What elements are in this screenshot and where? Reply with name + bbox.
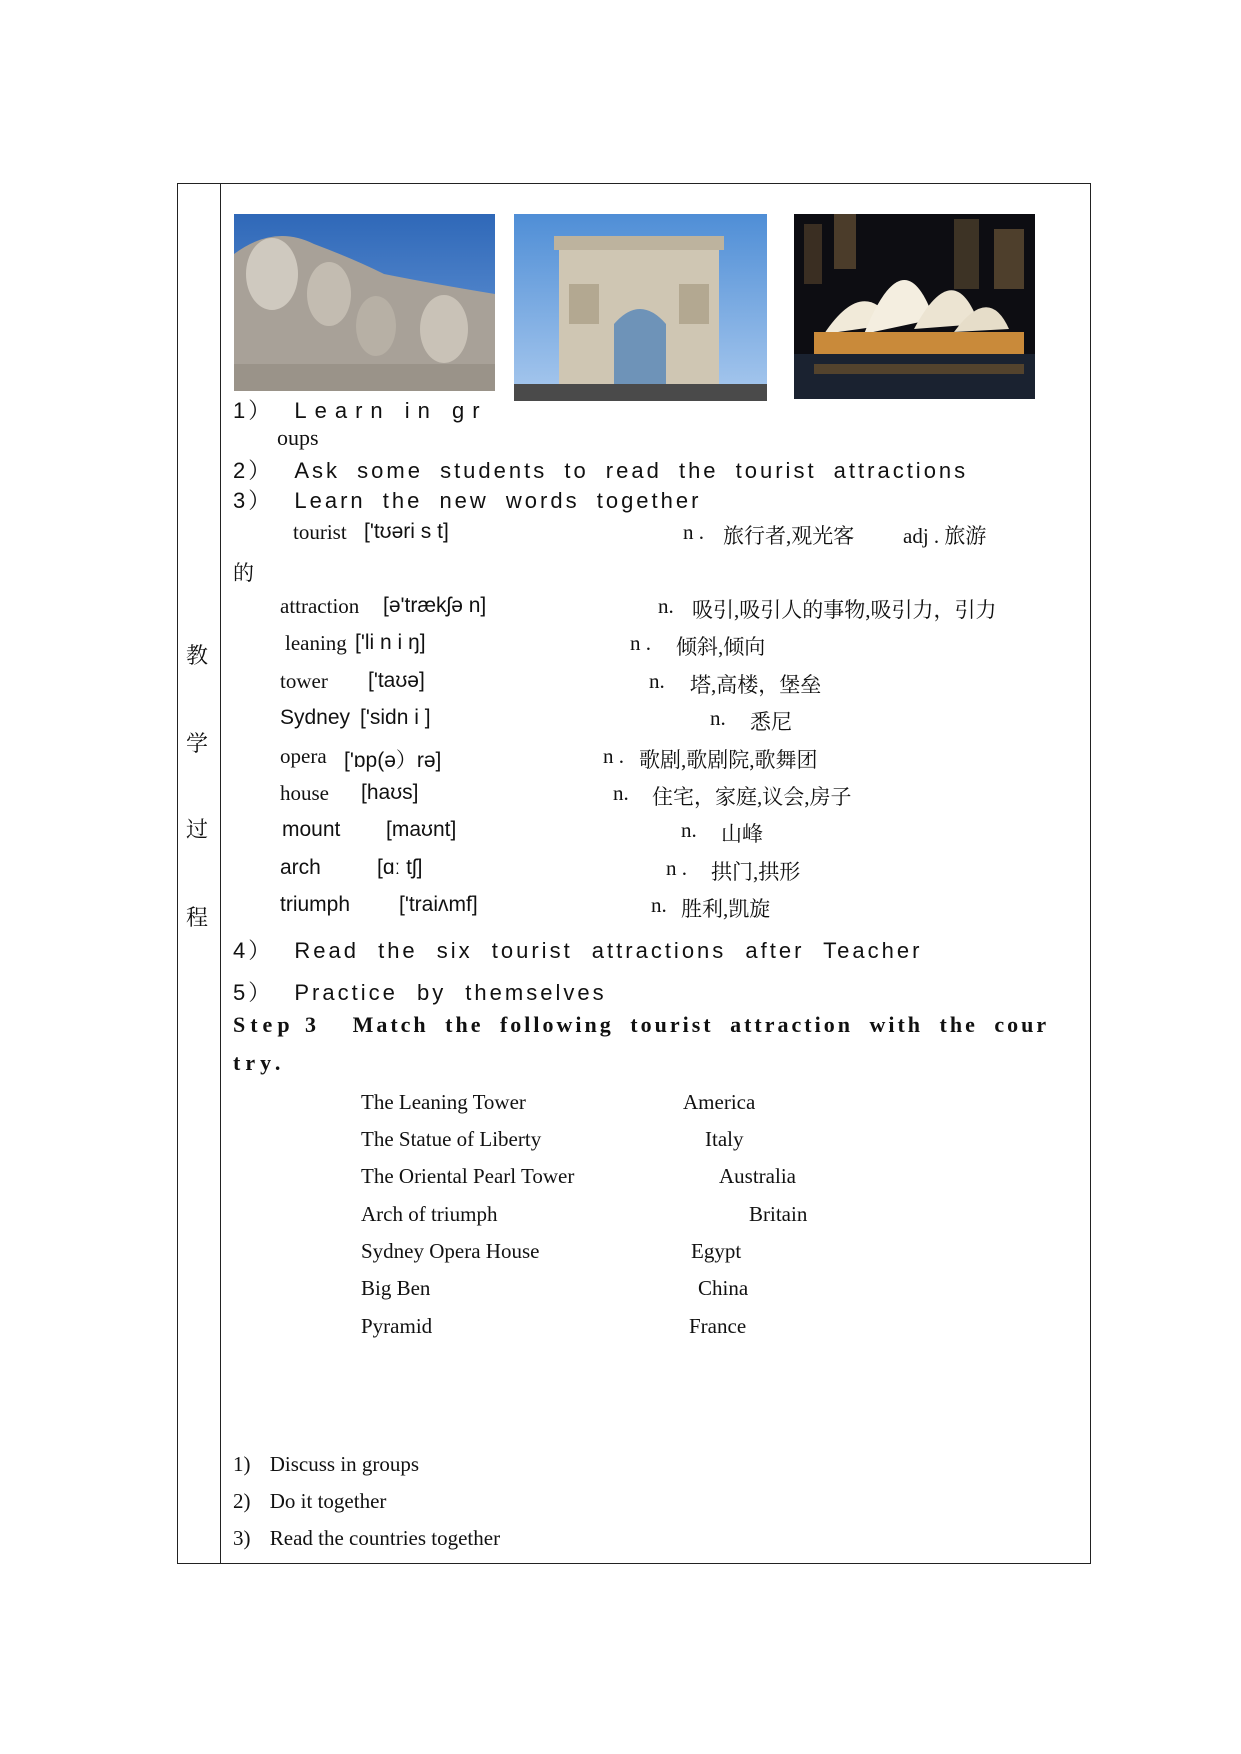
vocab-row	[221, 744, 1090, 784]
vocab-pos: n .	[603, 744, 624, 768]
arc-de-triomphe-photo	[514, 214, 767, 401]
step-text: Ask some students to read the tourist attractions	[294, 458, 969, 483]
vocab-phonetic: [haʊs]	[361, 781, 419, 804]
match-attraction: The Statue of Liberty	[361, 1127, 542, 1151]
vocab-word: triumph	[280, 893, 351, 916]
vocab-pos: n.	[710, 706, 726, 730]
vocab-meaning: 歌剧,歌剧院,歌舞团	[639, 748, 818, 772]
vocab-row	[221, 856, 1090, 896]
step-text: Discuss in groups	[269, 1452, 420, 1476]
match-attraction: Pyramid	[361, 1314, 433, 1338]
match-row	[221, 1164, 1090, 1204]
side-char-3: 过	[186, 817, 209, 842]
step3-title: Match the following tourist attraction with the cour	[352, 1012, 1050, 1037]
match-country: America	[683, 1090, 756, 1114]
vocab-pos: n.	[658, 594, 674, 618]
vocab-row	[221, 669, 1090, 709]
match-row	[221, 1090, 1090, 1130]
vocab-meaning: 塔,高楼，堡垒	[690, 673, 822, 697]
vocab-row	[221, 594, 1090, 634]
match-country: China	[698, 1276, 749, 1300]
vocab-word: leaning	[285, 631, 347, 655]
vocab-word: opera	[280, 744, 327, 768]
match-country: France	[689, 1314, 747, 1338]
mount-rushmore-photo	[234, 214, 495, 391]
vocab-phonetic: [ɑː tʃ]	[377, 856, 423, 879]
step-2-line	[233, 454, 968, 485]
step-text: Read the six tourist attractions after Teacher	[294, 938, 923, 963]
vocab-meaning: 吸引,吸引人的事物,吸引力，引力	[692, 598, 997, 622]
vocab-row	[221, 818, 1090, 858]
step3-label: Step 3	[233, 1012, 322, 1037]
vocab-word: tower	[280, 669, 328, 693]
step-text: Learn the new words together	[294, 488, 702, 513]
step3-title-continuation: try.	[233, 1050, 286, 1075]
vocab-extra: adj . 旅游	[903, 524, 987, 548]
step-text: Do it together	[269, 1489, 387, 1513]
step-number: 3）	[233, 488, 274, 513]
vocab-row	[221, 520, 1090, 560]
vocab-pos: n.	[649, 669, 665, 693]
match-row	[221, 1314, 1090, 1354]
vocab-meaning: 山峰	[721, 822, 763, 846]
vocab-pos: n.	[651, 893, 667, 917]
sydney-opera-house-photo	[794, 214, 1035, 399]
step-1-line	[233, 394, 488, 425]
match-attraction: Sydney Opera House	[361, 1239, 540, 1263]
side-char-4: 程	[186, 905, 209, 930]
vocab-word: attraction	[280, 594, 360, 618]
final-step-2	[233, 1489, 386, 1514]
matching-list	[221, 1090, 1090, 1360]
vocabulary-list	[221, 520, 1090, 940]
vocab-word: house	[280, 781, 329, 805]
vocab-row	[221, 781, 1090, 821]
lesson-content	[221, 184, 1090, 1563]
vocab-meaning: 胜利,凯旋	[681, 897, 771, 921]
step-number: 4）	[233, 938, 274, 963]
step-number: 2）	[233, 458, 274, 483]
vocab-wrap: 的	[233, 561, 254, 585]
step-5-line	[233, 976, 607, 1007]
vocab-pos: n .	[630, 631, 651, 655]
match-country: Australia	[719, 1164, 796, 1188]
match-attraction: The Oriental Pearl Tower	[361, 1164, 575, 1188]
vocab-word: mount	[282, 818, 341, 841]
vocab-row	[221, 706, 1090, 746]
vocab-meaning: 悉尼	[750, 710, 792, 734]
side-char-1: 教	[186, 643, 209, 668]
step-number: 2)	[233, 1489, 251, 1513]
vocab-row	[221, 893, 1090, 933]
vocab-phonetic: ['tʊəri s t]	[364, 520, 449, 543]
match-country: Britain	[749, 1202, 808, 1226]
match-row	[221, 1127, 1090, 1167]
step-3-line	[233, 484, 701, 515]
vocab-phonetic: ['traiʌmf]	[399, 893, 478, 916]
step-number: 1)	[233, 1452, 251, 1476]
step-4-line	[233, 934, 922, 965]
step-number: 3)	[233, 1526, 251, 1550]
match-row	[221, 1276, 1090, 1316]
vocab-pos: n.	[613, 781, 629, 805]
step-number: 5）	[233, 980, 274, 1005]
vocab-meaning: 拱门,拱形	[711, 860, 801, 884]
vocab-word: Sydney	[280, 706, 351, 729]
side-char-2: 学	[186, 731, 209, 756]
match-country: Egypt	[691, 1239, 742, 1263]
vocab-phonetic: [ə'trækʃə n]	[383, 594, 487, 617]
final-step-1	[233, 1452, 419, 1477]
vocab-meaning: 旅行者,观光客	[723, 524, 855, 548]
vocab-phonetic: ['ɒp(ə）rə]	[344, 749, 442, 772]
step-number: 1）	[233, 398, 274, 423]
match-attraction: Big Ben	[361, 1276, 431, 1300]
vocab-phonetic: [maʊnt]	[386, 818, 457, 841]
step-text: Learn in gr	[294, 398, 488, 423]
step-text: Practice by themselves	[294, 980, 607, 1005]
match-attraction: The Leaning Tower	[361, 1090, 526, 1114]
step-text: Read the countries together	[269, 1526, 501, 1550]
match-row	[221, 1239, 1090, 1279]
process-label-column	[178, 184, 221, 1563]
match-attraction: Arch of triumph	[361, 1202, 498, 1226]
vocab-meaning: 倾斜,倾向	[676, 635, 766, 659]
lesson-table	[177, 183, 1091, 1564]
match-country: Italy	[705, 1127, 744, 1151]
vocab-phonetic: ['li n i ŋ]	[355, 631, 426, 654]
vocab-row	[221, 631, 1090, 671]
step-1-continuation: oups	[277, 425, 319, 450]
vocab-pos: n.	[681, 818, 697, 842]
vocab-phonetic: ['sidn i ]	[360, 706, 431, 729]
vocab-meaning: 住宅，家庭,议会,房子	[652, 785, 852, 809]
match-row	[221, 1202, 1090, 1242]
vocab-word: arch	[280, 856, 321, 879]
vocab-phonetic: ['taʊə]	[368, 669, 425, 692]
step3-heading	[233, 1012, 1049, 1038]
vocab-word: tourist	[293, 520, 347, 544]
vocab-pos: n .	[683, 520, 704, 544]
final-step-3	[233, 1526, 500, 1551]
vocab-pos: n .	[666, 856, 687, 880]
